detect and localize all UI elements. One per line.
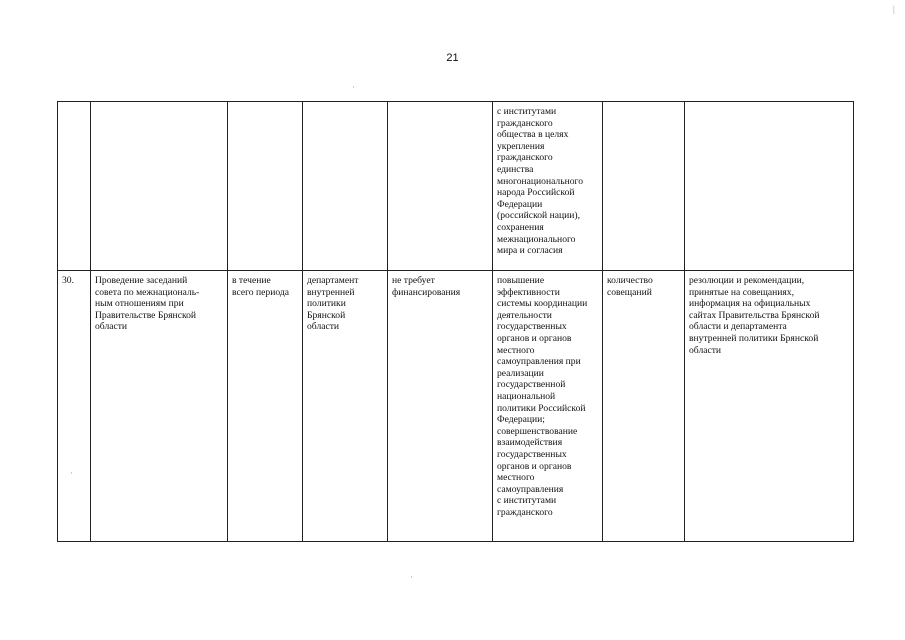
scan-mark-left: · <box>70 468 73 478</box>
period-cell <box>228 102 303 271</box>
activity-plan-table <box>57 101 854 542</box>
scan-mark-bottom: · <box>410 572 413 582</box>
indicator-cell: количество совещаний <box>603 271 685 542</box>
row-number-cell: 30. <box>58 271 91 542</box>
row-number-cell <box>58 102 91 271</box>
funding-cell: не требует финансирования <box>388 271 493 542</box>
result-cell <box>685 102 854 271</box>
table-row <box>58 271 854 542</box>
goal-cell: повышение эффективности системы координации деятельности государственных органов и органов местного самоуправления при реализации государственной национальной политики Российской Федерации; совершенствование взаимодействия государственных органов и органов местного самоуправления с институтами гражданского <box>493 271 603 542</box>
indicator-cell <box>603 102 685 271</box>
table-row <box>58 102 854 271</box>
result-cell: резолюции и рекомендации, принятые на совещаниях, информация на официальных сайтах Правительства Брянской области и департамента внутренней политики Брянской области <box>685 271 854 542</box>
scan-mark-top: · <box>352 82 355 92</box>
scan-mark-margin: | <box>893 4 895 14</box>
goal-cell: с институтами гражданского общества в целях укрепления гражданского единства многонационального народа Российской Федерации (российской нации), сохранения межнационального мира и согласия <box>493 102 603 271</box>
executor-cell: департамент внутренней политики Брянской области <box>303 271 388 542</box>
executor-cell <box>303 102 388 271</box>
page-number: 21 <box>446 52 459 64</box>
event-cell: Проведение заседаний совета по межнациональ- ным отношениям при Правительстве Брянской области <box>91 271 228 542</box>
funding-cell <box>388 102 493 271</box>
period-cell: в течение всего периода <box>228 271 303 542</box>
event-cell <box>91 102 228 271</box>
